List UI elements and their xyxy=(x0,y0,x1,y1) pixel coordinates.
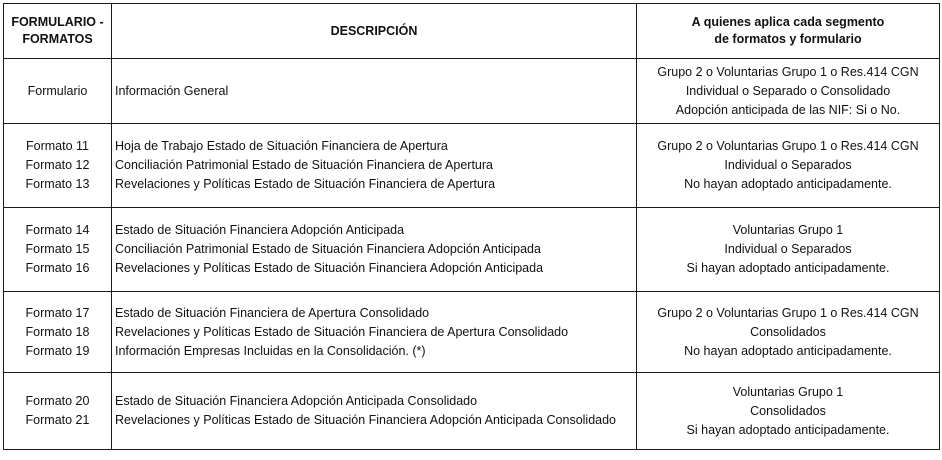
description-line: Revelaciones y Políticas Estado de Situación Financiera Adopción Anticipada xyxy=(115,261,544,275)
applies-cell xyxy=(637,292,940,373)
description-line: Estado de Situación Financiera de Apertura Consolidado xyxy=(115,305,430,320)
applies-line: No hayan adoptado anticipadamente. xyxy=(684,343,892,358)
description-line: Hoja de Trabajo Estado de Situación Financiera de Apertura xyxy=(115,139,448,153)
format-label: Formato 16 xyxy=(25,261,90,275)
header-aplica xyxy=(637,4,940,59)
description-cell xyxy=(112,124,637,208)
format-label: Formato 18 xyxy=(25,324,90,339)
description-line: Revelaciones y Políticas Estado de Situación Financiera de Apertura xyxy=(115,177,496,191)
format-label: Formato 12 xyxy=(25,158,90,172)
applies-line: Si hayan adoptado anticipadamente. xyxy=(686,422,890,437)
format-cell xyxy=(4,292,112,373)
applies-line: Individual o Separados xyxy=(724,158,852,172)
applies-cell xyxy=(637,124,940,208)
applies-line: Individual o Separados xyxy=(724,242,852,256)
description-cell xyxy=(112,292,637,373)
header-line: de formatos y formulario xyxy=(714,32,862,46)
format-label: Formato 14 xyxy=(25,223,90,237)
format-label: Formato 11 xyxy=(26,139,89,153)
applies-line: Individual o Separado o Consolidado xyxy=(685,83,891,98)
header-row xyxy=(4,4,940,59)
table-row xyxy=(4,373,940,450)
header-line: A quienes aplica cada segmento xyxy=(691,15,885,29)
applies-line: Si hayan adoptado anticipadamente. xyxy=(686,261,890,275)
description-line: Estado de Situación Financiera Adopción Anticipada Consolidado xyxy=(115,394,478,408)
description-line: Información Empresas Incluidas en la Consolidación. (*) xyxy=(115,343,426,358)
header-descripcion xyxy=(112,4,637,59)
description-cell xyxy=(112,208,637,292)
table-row xyxy=(4,124,940,208)
applies-line: Consolidados xyxy=(750,403,826,418)
description-cell xyxy=(112,59,637,124)
header-formulario-formatos xyxy=(4,4,112,59)
format-cell xyxy=(4,124,112,208)
format-label: Formato 21 xyxy=(25,413,90,427)
format-cell xyxy=(4,373,112,450)
applies-line: Grupo 2 o Voluntarias Grupo 1 o Res.414 CGN xyxy=(657,64,919,79)
header-line: FORMATOS xyxy=(22,32,93,46)
formats-table xyxy=(3,3,940,450)
description-line: Conciliación Patrimonial Estado de Situación Financiera Adopción Anticipada xyxy=(115,242,541,256)
description-line: Revelaciones y Políticas Estado de Situación Financiera Adopción Anticipada Consolidado xyxy=(115,413,617,427)
table-row xyxy=(4,208,940,292)
description-line: Estado de Situación Financiera Adopción Anticipada xyxy=(115,223,405,237)
table-row xyxy=(4,59,940,124)
format-label: Formato 20 xyxy=(25,394,90,408)
format-label: Formato 17 xyxy=(25,305,90,320)
format-label: Formulario xyxy=(27,83,88,98)
description-line: Información General xyxy=(115,83,229,98)
applies-cell xyxy=(637,59,940,124)
format-label: Formato 19 xyxy=(25,343,90,358)
header-line: FORMULARIO - xyxy=(11,15,104,29)
description-line: Conciliación Patrimonial Estado de Situación Financiera de Apertura xyxy=(115,158,493,172)
applies-line: Grupo 2 o Voluntarias Grupo 1 o Res.414 CGN xyxy=(657,139,919,153)
format-label: Formato 13 xyxy=(25,177,90,191)
applies-cell xyxy=(637,208,940,292)
format-cell xyxy=(4,59,112,124)
applies-line: Grupo 2 o Voluntarias Grupo 1 o Res.414 CGN xyxy=(657,305,919,320)
table-row xyxy=(4,292,940,373)
format-label: Formato 15 xyxy=(25,242,90,256)
description-cell xyxy=(112,373,637,450)
header-line: DESCRIPCIÓN xyxy=(330,23,418,38)
applies-line: Voluntarias Grupo 1 xyxy=(732,223,844,237)
applies-line: No hayan adoptado anticipadamente. xyxy=(684,177,892,191)
applies-line: Voluntarias Grupo 1 xyxy=(732,384,844,399)
description-line: Revelaciones y Políticas Estado de Situación Financiera de Apertura Consolidado xyxy=(115,324,569,339)
applies-line: Adopción anticipada de las NIF: Si o No. xyxy=(675,102,901,117)
format-cell xyxy=(4,208,112,292)
applies-line: Consolidados xyxy=(750,324,826,339)
applies-cell xyxy=(637,373,940,450)
